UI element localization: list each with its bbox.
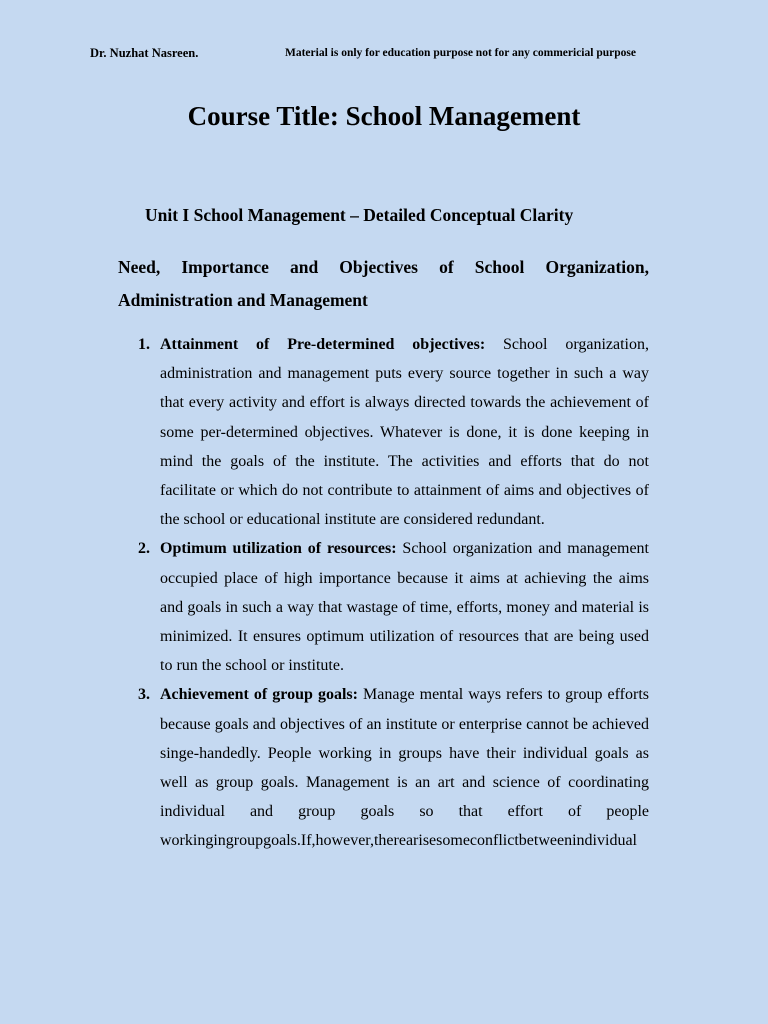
list-item [138,330,650,534]
list-item [138,680,650,855]
header-author: Dr. Nuzhat Nasreen. [90,46,199,60]
unit-title: Unit I School Management – Detailed Conceptual Clarity [145,205,574,225]
list-item [138,534,649,680]
item-label: Attainment of Pre-determined objectives: [160,336,504,353]
objectives-list [138,330,650,856]
item-number: 2. [138,540,150,558]
item-number: 3. [138,686,150,704]
item-label: Optimum utilization of resources: [160,540,403,558]
section-heading: Need, Importance and Objectives of School Organization, Administration and Management [118,257,649,310]
item-number: 1. [138,336,150,353]
header-note: Material is only for education purpose not for any commericial purpose [285,47,636,59]
course-title: Course Title: School Management [187,101,581,131]
item-label: Achievement of group goals: [160,686,364,704]
item-text: Manage mental ways refers to group efforts because goals and objectives of an institute or enterprise cannot be achieved singe-handedly. People working in groups have their individual goals as well as group goals. Management is an art and science of coordinating individual and group goals so that effort of people workingingroupgoals.If,however,therearisesomeconflictbetweenindividual [160,686,650,850]
item-text: School organization and management occupied place of high importance because it aims at achieving the aims and goals in such a way that wastage of time, efforts, money and material is minimized. It ensures optimum utilization of resources that are being used to run the school or institute. [160,540,649,675]
item-text: School organization, administration and management puts every source together in such a way that every activity and effort is always directed towards the achievement of some per-determined objectives. Whatever is done, it is done keeping in mind the goals of the institute. The activities and efforts that do not facilitate or which do not contribute to attainment of aims and objectives of the school or educational institute are considered redundant. [160,336,650,529]
